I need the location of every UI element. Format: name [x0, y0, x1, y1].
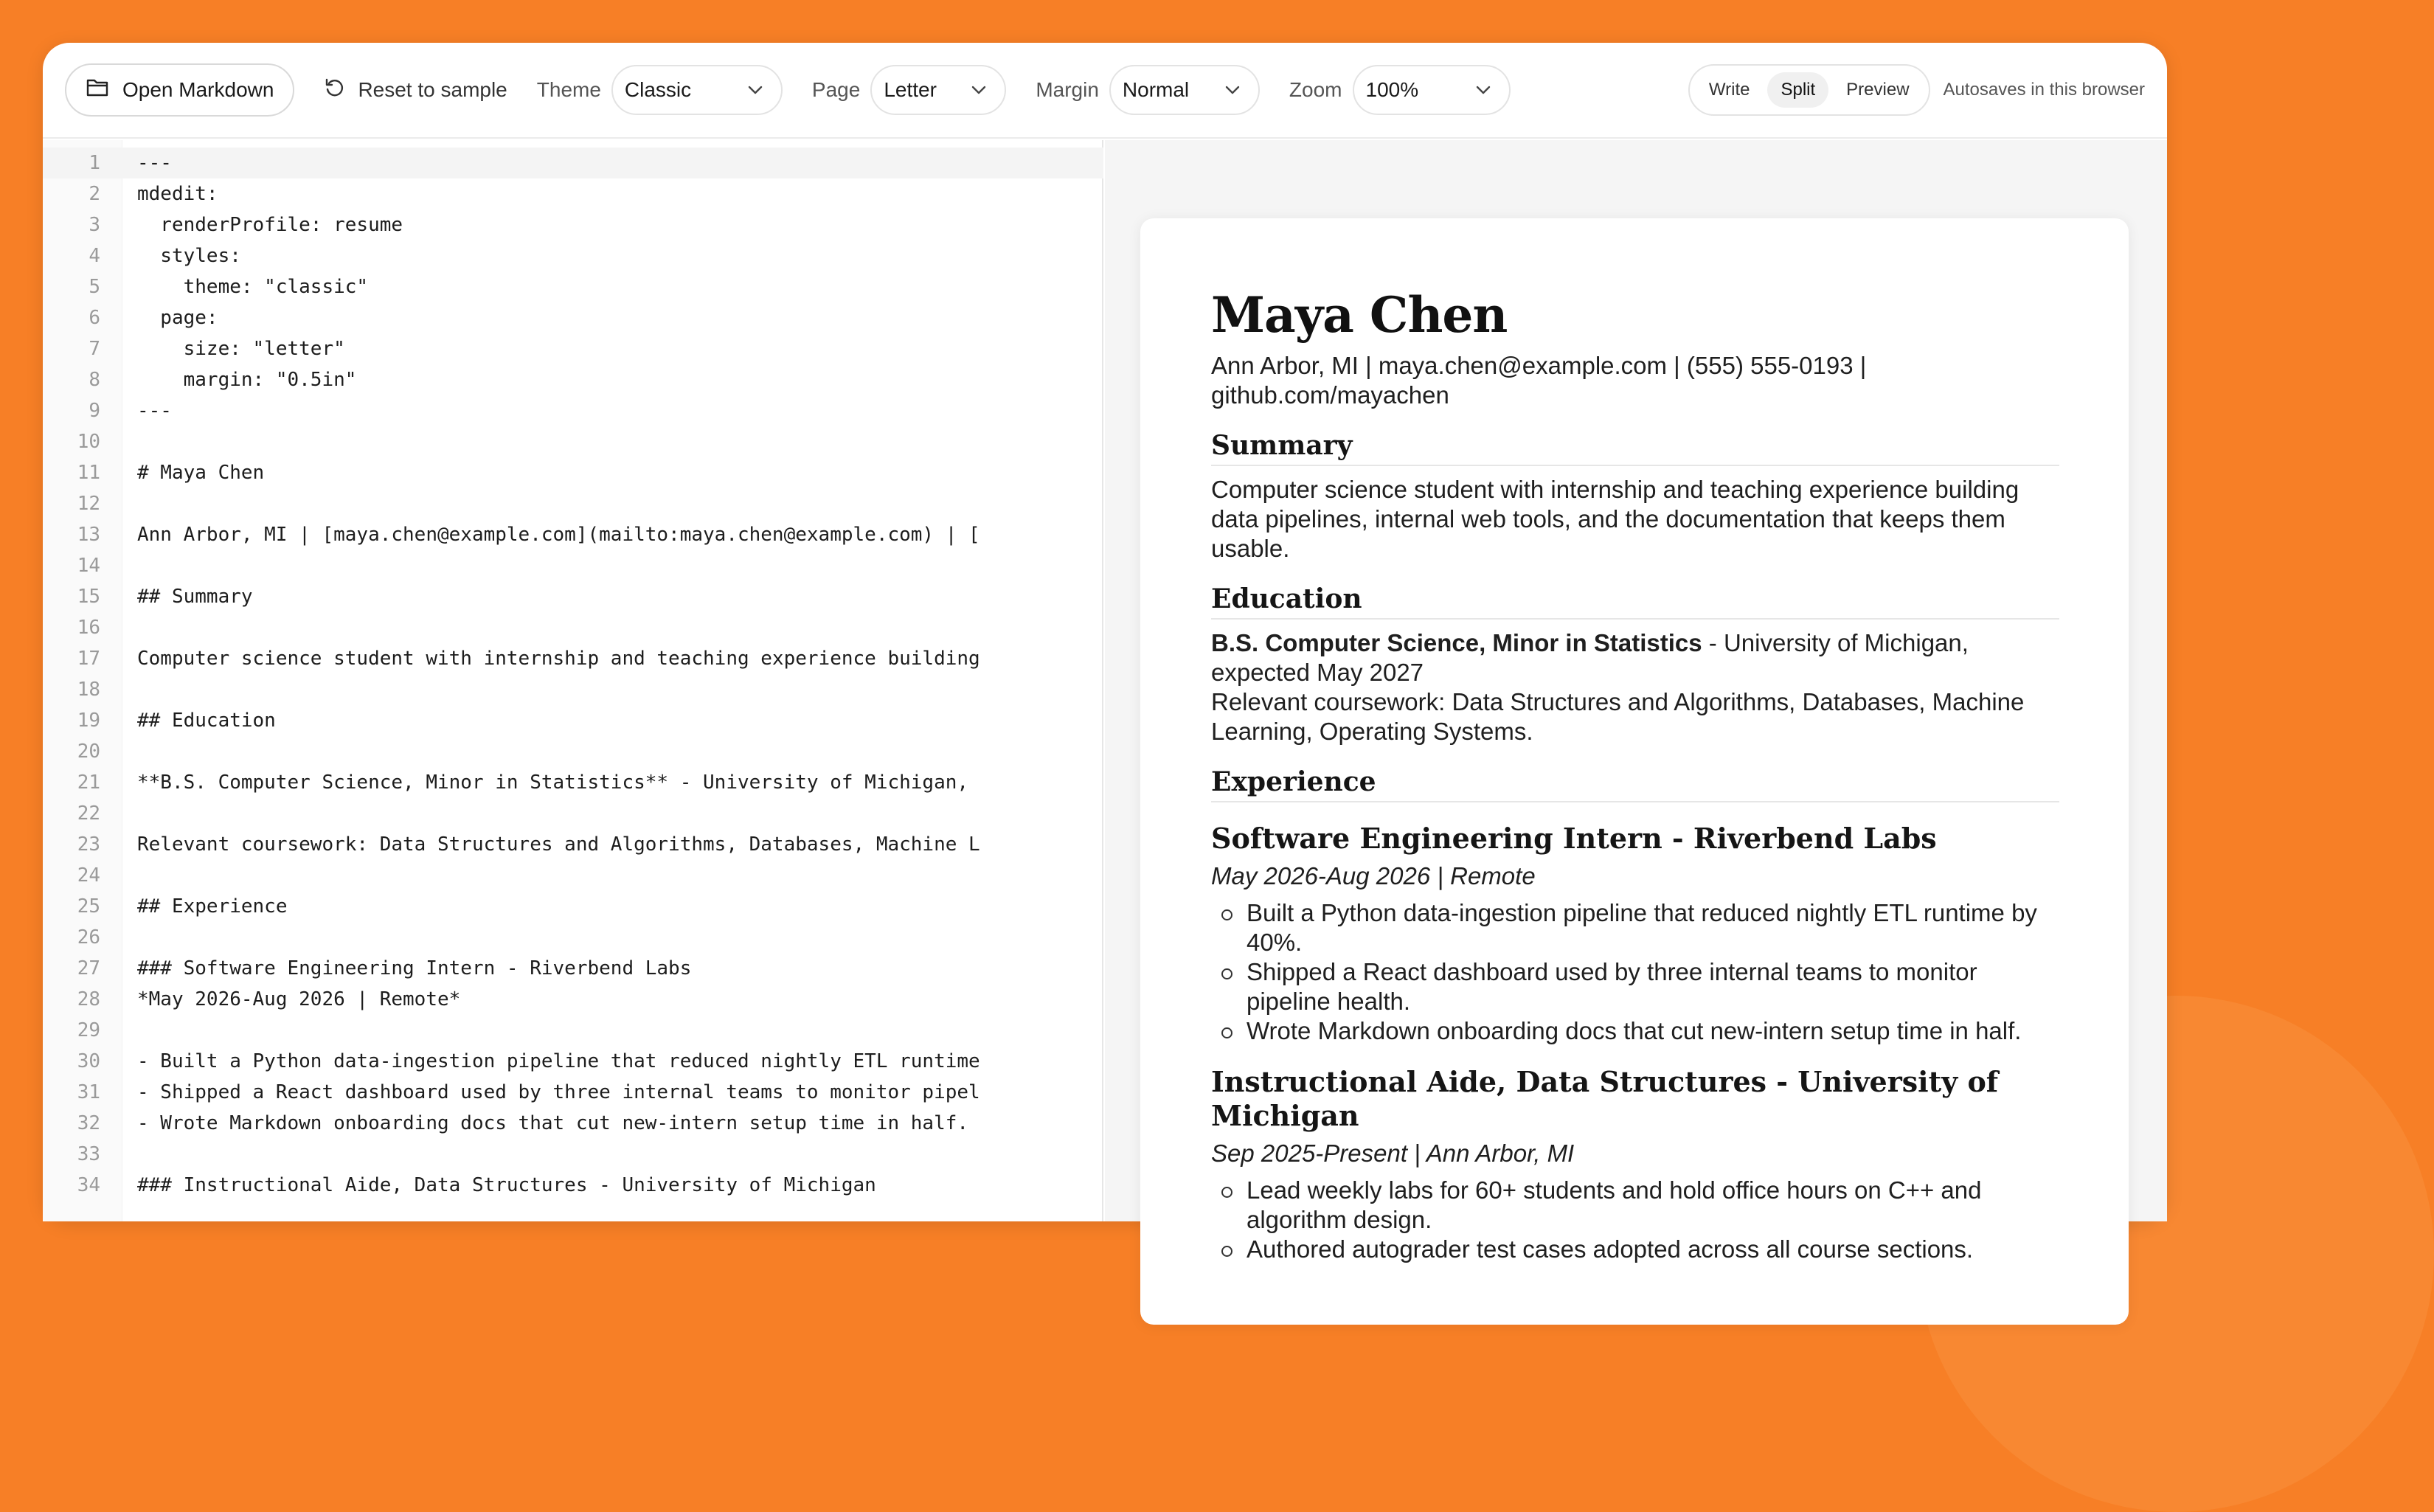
- toolbar: [43, 43, 2167, 139]
- coursework-text: Relevant coursework: Data Structures and Algorithms, Databases, Machine Learning, Operating Systems.: [1211, 688, 2025, 745]
- mode-write[interactable]: Write: [1708, 80, 1750, 100]
- line-number: 29: [77, 1019, 100, 1041]
- resume-contact: Ann Arbor, MI | maya.chen@example.com | (555) 555-0193 | github.com/mayachen: [1211, 352, 1867, 409]
- line-number: 23: [77, 833, 100, 856]
- line-number: 6: [89, 307, 100, 329]
- code-line[interactable]: [43, 240, 1103, 271]
- line-number: 10: [77, 431, 100, 453]
- view-mode-toggle: [1688, 64, 1930, 116]
- list-item: Shipped a React dashboard used by three internal teams to monitor pipeline health.: [1211, 957, 2059, 1016]
- theme-label: Theme: [536, 78, 601, 101]
- code-text: size: "letter": [137, 338, 345, 360]
- line-number: 31: [77, 1081, 100, 1103]
- code-line[interactable]: [43, 1015, 1103, 1046]
- code-line[interactable]: [43, 209, 1103, 240]
- line-number: 5: [89, 276, 100, 298]
- line-number: 33: [77, 1143, 100, 1165]
- code-text: ---: [137, 152, 172, 174]
- list-item: Built a Python data-ingestion pipeline that reduced nightly ETL runtime by 40%.: [1211, 898, 2059, 957]
- code-line[interactable]: [43, 333, 1103, 364]
- resume-name: Maya Chen: [1211, 286, 1508, 344]
- line-number: 7: [89, 338, 100, 360]
- margin-select[interactable]: [1109, 65, 1260, 115]
- code-line[interactable]: [43, 302, 1103, 333]
- code-text: page:: [137, 307, 218, 329]
- page-value: Letter: [884, 78, 937, 101]
- code-text: ### Software Engineering Intern - Riverbend Labs: [137, 957, 692, 979]
- code-text: mdedit:: [137, 183, 218, 205]
- line-number: 14: [77, 555, 100, 577]
- theme-value: Classic: [624, 78, 692, 101]
- code-text: ### Instructional Aide, Data Structures - University of Michigan: [137, 1174, 876, 1196]
- line-number: 16: [77, 617, 100, 639]
- line-number: 34: [77, 1174, 100, 1196]
- code-line[interactable]: [43, 364, 1103, 395]
- mode-split[interactable]: Split: [1767, 72, 1828, 108]
- line-number: 12: [77, 493, 100, 515]
- code-line[interactable]: [43, 767, 1103, 798]
- page-label: Page: [811, 78, 861, 101]
- job-title: Software Engineering Intern - Riverbend Labs: [1211, 822, 1937, 855]
- job-bullets: [1211, 1176, 2059, 1264]
- page-select[interactable]: [870, 65, 1006, 115]
- code-line[interactable]: [43, 860, 1103, 891]
- code-line[interactable]: [43, 984, 1103, 1015]
- zoom-select[interactable]: [1353, 65, 1511, 115]
- line-number: 3: [89, 214, 100, 236]
- line-number: 8: [89, 369, 100, 391]
- chevron-down-icon: [966, 77, 991, 103]
- code-line[interactable]: [43, 612, 1103, 643]
- code-line[interactable]: [43, 1046, 1103, 1077]
- code-line[interactable]: [43, 581, 1103, 612]
- theme-select[interactable]: [611, 65, 783, 115]
- code-line[interactable]: [43, 488, 1103, 519]
- code-line[interactable]: [43, 891, 1103, 922]
- degree-title: B.S. Computer Science, Minor in Statistics: [1211, 629, 1702, 656]
- code-text: renderProfile: resume: [137, 214, 403, 236]
- code-line[interactable]: [43, 643, 1103, 674]
- line-number: 15: [77, 586, 100, 608]
- code-line[interactable]: [43, 829, 1103, 860]
- code-text: ## Experience: [137, 895, 288, 918]
- code-line[interactable]: [43, 1170, 1103, 1201]
- autosave-status: Autosaves in this browser: [1943, 80, 2145, 100]
- line-number: 22: [77, 802, 100, 825]
- code-text: - Shipped a React dashboard used by three internal teams to monitor pipel: [137, 1081, 980, 1103]
- education-heading: Education: [1211, 583, 2059, 620]
- app-window: [43, 43, 2167, 1263]
- reset-to-sample-button[interactable]: [324, 77, 507, 104]
- line-number: 2: [89, 183, 100, 205]
- line-number: 30: [77, 1050, 100, 1072]
- code-line[interactable]: [43, 519, 1103, 550]
- code-line[interactable]: [43, 148, 1103, 178]
- line-number: 32: [77, 1112, 100, 1134]
- code-line[interactable]: [43, 798, 1103, 829]
- code-text: theme: "classic": [137, 276, 369, 298]
- open-markdown-button[interactable]: [65, 63, 294, 117]
- list-item: Wrote Markdown onboarding docs that cut new-intern setup time in half.: [1211, 1016, 2059, 1046]
- code-text: # Maya Chen: [137, 462, 265, 484]
- code-line[interactable]: [43, 922, 1103, 953]
- chevron-down-icon: [743, 77, 768, 103]
- margin-label: Margin: [1036, 78, 1099, 101]
- line-number: 13: [77, 524, 100, 546]
- line-number: 17: [77, 648, 100, 670]
- code-text: - Built a Python data-ingestion pipeline that reduced nightly ETL runtime: [137, 1050, 980, 1072]
- code-line[interactable]: [43, 736, 1103, 767]
- line-number: 4: [89, 245, 100, 267]
- code-line[interactable]: [43, 1139, 1103, 1170]
- line-number: 26: [77, 926, 100, 949]
- code-text: ## Summary: [137, 586, 253, 608]
- list-item: Authored autograder test cases adopted across all course sections.: [1211, 1235, 2059, 1264]
- code-text: Ann Arbor, MI | [maya.chen@example.com](mailto:maya.chen@example.com) | [: [137, 524, 980, 546]
- line-number: 11: [77, 462, 100, 484]
- summary-heading: Summary: [1211, 429, 2059, 466]
- folder-icon: [86, 77, 109, 103]
- code-line[interactable]: [43, 271, 1103, 302]
- job-title: Instructional Aide, Data Structures - University of Michigan: [1211, 1065, 1999, 1132]
- line-number: 20: [77, 741, 100, 763]
- code-line[interactable]: [43, 395, 1103, 426]
- code-text: **B.S. Computer Science, Minor in Statistics** - University of Michigan,: [137, 771, 969, 794]
- code-text: Relevant coursework: Data Structures and Algorithms, Databases, Machine L: [137, 833, 980, 856]
- code-line[interactable]: [43, 457, 1103, 488]
- code-line[interactable]: [43, 1077, 1103, 1108]
- code-line[interactable]: [43, 953, 1103, 984]
- code-text: ---: [137, 400, 172, 422]
- code-line[interactable]: [43, 674, 1103, 705]
- chevron-down-icon: [1471, 77, 1496, 103]
- line-number: 1: [89, 152, 100, 174]
- code-text: - Wrote Markdown onboarding docs that cut new-intern setup time in half.: [137, 1112, 969, 1134]
- experience-heading: Experience: [1211, 766, 2059, 802]
- code-line[interactable]: [43, 178, 1103, 209]
- line-number: 25: [77, 895, 100, 918]
- zoom-label: Zoom: [1289, 78, 1342, 101]
- code-text: *May 2026-Aug 2026 | Remote*: [137, 988, 461, 1010]
- code-text: Computer science student with internship and teaching experience building: [137, 648, 980, 670]
- mode-preview[interactable]: Preview: [1846, 80, 1910, 100]
- reset-label: Reset to sample: [358, 78, 507, 101]
- zoom-value: 100%: [1365, 78, 1419, 101]
- open-markdown-label: Open Markdown: [122, 78, 274, 101]
- line-number: 18: [77, 679, 100, 701]
- code-line[interactable]: [43, 426, 1103, 457]
- reset-icon: [324, 77, 346, 104]
- line-number: 19: [77, 710, 100, 732]
- line-number: 27: [77, 957, 100, 979]
- degree-detail: - University of Michigan, expected May 2027: [1211, 629, 1969, 686]
- summary-text: Computer science student with internship and teaching experience building data pipelines, internal web tools, and the documentation that keeps them usable.: [1211, 476, 2019, 562]
- code-text: styles:: [137, 245, 241, 267]
- line-number: 28: [77, 988, 100, 1010]
- line-number: 21: [77, 771, 100, 794]
- job-bullets: [1211, 898, 2059, 1046]
- job-meta: May 2026-Aug 2026 | Remote: [1211, 862, 1536, 889]
- list-item: Lead weekly labs for 60+ students and hold office hours on C++ and algorithm design.: [1211, 1176, 2059, 1235]
- job-meta: Sep 2025-Present | Ann Arbor, MI: [1211, 1140, 1575, 1167]
- preview-pane: [1105, 140, 2167, 1263]
- chevron-down-icon: [1220, 77, 1245, 103]
- code-line[interactable]: [43, 1108, 1103, 1139]
- line-number: 24: [77, 864, 100, 887]
- degree-line: [1211, 628, 2059, 746]
- line-number: 9: [89, 400, 100, 422]
- markdown-editor[interactable]: [43, 140, 1103, 1221]
- code-line[interactable]: [43, 550, 1103, 581]
- resume-page: [1140, 218, 2129, 1325]
- code-text: ## Education: [137, 710, 276, 732]
- code-text: margin: "0.5in": [137, 369, 357, 391]
- margin-value: Normal: [1122, 78, 1190, 101]
- code-line[interactable]: [43, 705, 1103, 736]
